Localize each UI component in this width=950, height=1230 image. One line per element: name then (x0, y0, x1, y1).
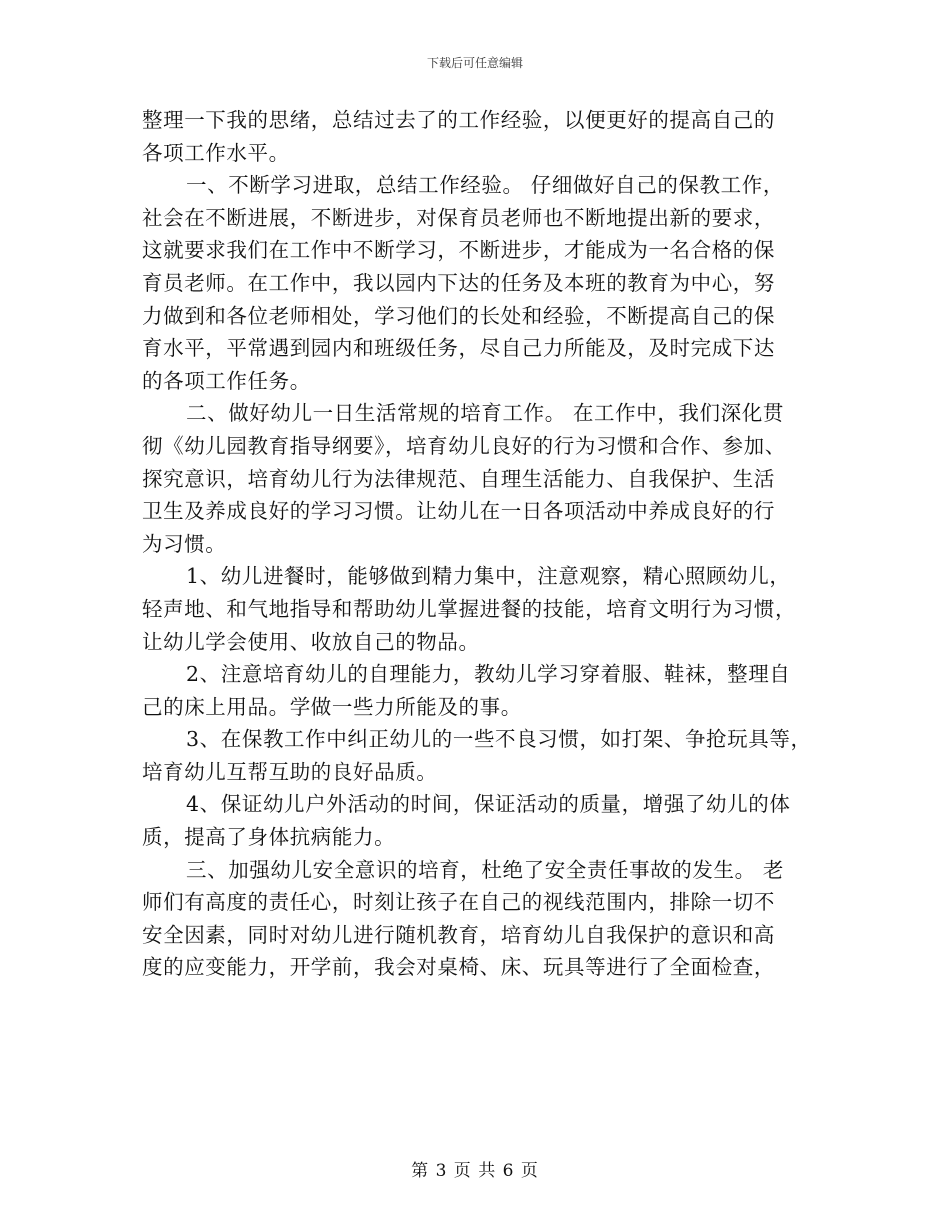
text-line: 的各项工作任务。 (142, 368, 311, 393)
document-body (142, 104, 822, 984)
text-line: 彻《幼儿园教育指导纲要》，培育幼儿良好的行为习惯和合作、参加、 (142, 433, 786, 458)
page-number-footer: 第 3 页 共 6 页 (411, 1161, 539, 1181)
list-item-line: 3、在保教工作中纠正幼儿的一些不良习惯，如打架、争抢玩具等， (186, 727, 812, 752)
section-heading-line: 三、加强幼儿安全意识的培育，杜绝了安全责任事故的发生。 老 (186, 857, 784, 882)
section-heading-line: 二、做好幼儿一日生活常规的培育工作。 在工作中，我们深化贯 (186, 401, 784, 426)
text-line: 力做到和各位老师相处，学习他们的长处和经验，不断提高自己的保 (142, 303, 775, 328)
text-line: 让幼儿学会使用、收放自己的物品。 (142, 629, 480, 654)
text-line: 轻声地、和气地指导和帮助幼儿掌握进餐的技能，培育文明行为习惯， (142, 596, 797, 621)
text-line: 育员老师。在工作中，我以园内下达的任务及本班的教育为中心，努 (142, 270, 775, 295)
list-item-line: 1、幼儿进餐时，能够做到精力集中，注意观察，精心照顾幼儿， (186, 564, 791, 589)
list-item-line: 2、注意培育幼儿的自理能力，教幼儿学习穿着服、鞋袜，整理自 (186, 662, 791, 687)
text-line: 探究意识，培育幼儿行为法律规范、自理生活能力、自我保护、生活 (142, 466, 775, 491)
text-line: 育水平，平常遇到园内和班级任务，尽自己力所能及，及时完成下达 (142, 336, 775, 361)
text-line: 这就要求我们在工作中不断学习，不断进步，才能成为一名合格的保 (142, 238, 775, 263)
text-line: 整理一下我的思绪，总结过去了的工作经验，以便更好的提高自己的 (142, 108, 775, 132)
text-line: 卫生及养成良好的学习习惯。让幼儿在一日各项活动中养成良好的行 (142, 499, 775, 524)
text-line: 己的床上用品。学做一些力所能及的事。 (142, 694, 522, 719)
text-line: 社会在不断进展，不断进步，对保育员老师也不断地提出新的要求， (142, 205, 775, 230)
page-header: 下载后可任意编辑 (426, 56, 523, 70)
text-line: 度的应变能力，开学前，我会对桌椅、床、玩具等进行了全面检查， (142, 955, 775, 980)
text-line: 安全因素，同时对幼儿进行随机教育，培育幼儿自我保护的意识和高 (142, 922, 775, 947)
text-line: 师们有高度的责任心，时刻让孩子在自己的视线范围内，排除一切不 (142, 890, 775, 915)
text-line: 培育幼儿互帮互助的良好品质。 (142, 759, 438, 784)
list-item-line: 4、保证幼儿户外活动的时间，保证活动的质量，增强了幼儿的体 (186, 792, 791, 817)
text-line: 各项工作水平。 (142, 140, 290, 165)
text-line: 质，提高了身体抗病能力。 (142, 825, 396, 850)
section-heading-line: 一、不断学习进取，总结工作经验。 仔细做好自己的保教工作， (186, 173, 784, 198)
text-line: 为习惯。 (142, 531, 227, 556)
